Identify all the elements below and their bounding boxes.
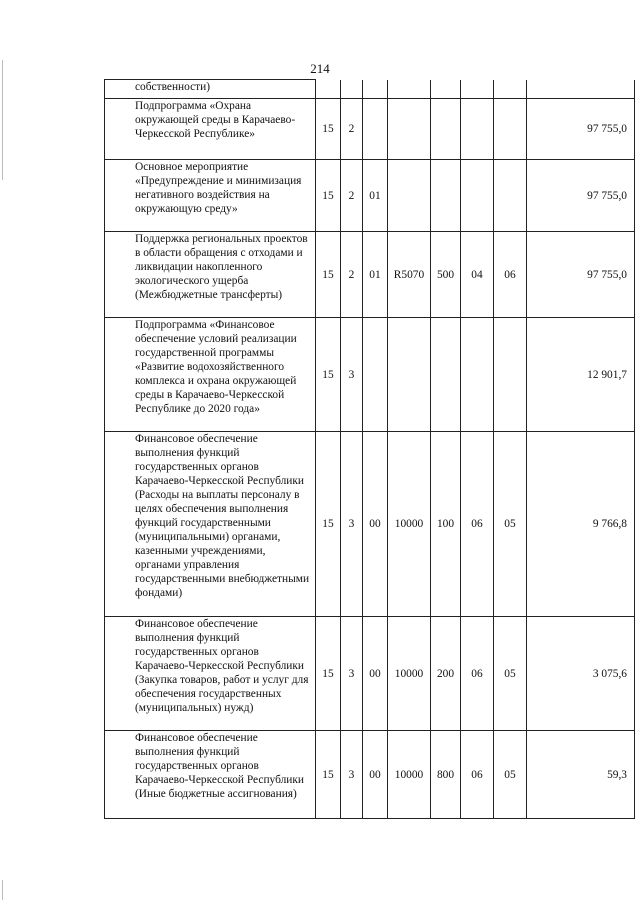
scan-edge-mark: [2, 60, 3, 180]
cell-activity-code: [363, 99, 388, 160]
cell-subprogram-code: [341, 80, 363, 99]
table-row: [105, 232, 635, 318]
cell-subsection: [494, 99, 527, 160]
cell-direction-code: [388, 80, 431, 99]
cell-amount: 3 075,6: [527, 617, 635, 731]
cell-subprogram-code: 3: [341, 617, 363, 731]
cell-subprogram-code: 2: [341, 232, 363, 318]
cell-activity-code: [363, 318, 388, 432]
cell-amount: 97 755,0: [527, 232, 635, 318]
cell-section: [461, 99, 494, 160]
row-name: Финансовое обеспечение выполнения функций государственных органов Карачаево-Черкесской Республики (Закупка товаров, работ и услуг для обеспечения государственных (муниципальных) нужд): [105, 617, 316, 731]
cell-amount: 97 755,0: [527, 99, 635, 160]
row-name: Подпрограмма «Финансовое обеспечение условий реализации государственной программы «Развитие водохозяйственного комплекса и охрана окружающей среды в Карачаево-Черкесской Республике до 2020 года»: [105, 318, 316, 432]
cell-expense-type: 200: [431, 617, 461, 731]
cell-amount: [527, 80, 635, 99]
cell-activity-code: 00: [363, 617, 388, 731]
budget-table: [104, 79, 635, 819]
cell-expense-type: 800: [431, 731, 461, 819]
cell-amount: 9 766,8: [527, 432, 635, 617]
cell-expense-type: [431, 99, 461, 160]
cell-ministry-code: 15: [316, 318, 341, 432]
cell-subprogram-code: 3: [341, 318, 363, 432]
cell-ministry-code: 15: [316, 99, 341, 160]
cell-activity-code: [363, 80, 388, 99]
cell-activity-code: 01: [363, 160, 388, 232]
cell-ministry-code: 15: [316, 432, 341, 617]
cell-subsection: [494, 160, 527, 232]
cell-subprogram-code: 3: [341, 731, 363, 819]
cell-section: [461, 80, 494, 99]
row-name: Основное мероприятие «Предупреждение и минимизация негативного воздействия на окружающую среду»: [105, 160, 316, 232]
cell-subsection: [494, 80, 527, 99]
table-row: [105, 160, 635, 232]
cell-direction-code: R5070: [388, 232, 431, 318]
cell-section: [461, 160, 494, 232]
row-name: собственности): [105, 80, 316, 99]
cell-expense-type: 500: [431, 232, 461, 318]
cell-subsection: 05: [494, 432, 527, 617]
table-row: [105, 80, 635, 99]
row-name: Финансовое обеспечение выполнения функций государственных органов Карачаево-Черкесской Республики (Иные бюджетные ассигнования): [105, 731, 316, 819]
cell-section: 06: [461, 617, 494, 731]
cell-subprogram-code: 2: [341, 99, 363, 160]
row-name: Финансовое обеспечение выполнения функций государственных органов Карачаево-Черкесской Республики (Расходы на выплаты персоналу в целях обеспечения выполнения функций государственными (муниципальными) органами, казенными учреждениями, органами управления государственными внебюджетными фондами): [105, 432, 316, 617]
cell-expense-type: [431, 160, 461, 232]
cell-section: 06: [461, 731, 494, 819]
row-name: Поддержка региональных проектов в области обращения с отходами и ликвидации накопленного экологического ущерба (Межбюджетные трансферты): [105, 232, 316, 318]
cell-amount: 12 901,7: [527, 318, 635, 432]
cell-section: 04: [461, 232, 494, 318]
cell-ministry-code: 15: [316, 731, 341, 819]
table-body: [105, 80, 635, 819]
cell-expense-type: 100: [431, 432, 461, 617]
scan-edge-mark: [2, 880, 3, 900]
cell-amount: 59,3: [527, 731, 635, 819]
cell-expense-type: [431, 80, 461, 99]
cell-subsection: [494, 318, 527, 432]
cell-subsection: 05: [494, 731, 527, 819]
table-row: [105, 318, 635, 432]
cell-ministry-code: 15: [316, 232, 341, 318]
cell-direction-code: [388, 318, 431, 432]
table-row: [105, 617, 635, 731]
cell-subsection: 06: [494, 232, 527, 318]
table-row: [105, 432, 635, 617]
cell-subprogram-code: 3: [341, 432, 363, 617]
cell-activity-code: 00: [363, 432, 388, 617]
cell-direction-code: [388, 99, 431, 160]
page-number: 214: [310, 61, 330, 76]
cell-subsection: 05: [494, 617, 527, 731]
cell-activity-code: 00: [363, 731, 388, 819]
table-row: [105, 99, 635, 160]
row-name: Подпрограмма «Охрана окружающей среды в Карачаево-Черкесской Республике»: [105, 99, 316, 160]
cell-section: 06: [461, 432, 494, 617]
cell-direction-code: 10000: [388, 432, 431, 617]
cell-activity-code: 01: [363, 232, 388, 318]
cell-section: [461, 318, 494, 432]
cell-expense-type: [431, 318, 461, 432]
cell-ministry-code: 15: [316, 160, 341, 232]
cell-direction-code: 10000: [388, 617, 431, 731]
cell-ministry-code: 15: [316, 617, 341, 731]
cell-subprogram-code: 2: [341, 160, 363, 232]
cell-direction-code: [388, 160, 431, 232]
cell-amount: 97 755,0: [527, 160, 635, 232]
table-row: [105, 731, 635, 819]
cell-direction-code: 10000: [388, 731, 431, 819]
cell-ministry-code: [316, 80, 341, 99]
